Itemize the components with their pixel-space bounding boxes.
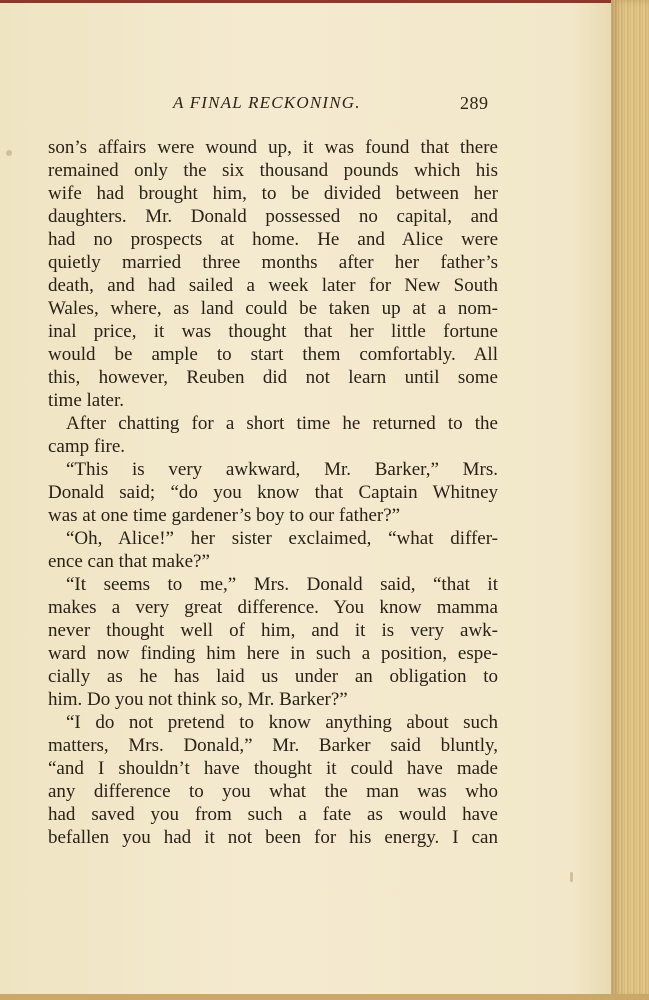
text-line: this, however, Reuben did not learn until some [48, 367, 498, 388]
text-line: Wales, where, as land could be taken up at a nom- [48, 298, 498, 319]
text-line: After chatting for a short time he returned to the [66, 413, 498, 434]
text-line: “This is very awkward, Mr. Barker,” Mrs. [66, 459, 498, 480]
text-line: inal price, it was thought that her little fortune [48, 321, 498, 342]
text-line: remained only the six thousand pounds which his [48, 160, 498, 181]
text-line: death, and had sailed a week later for New South [48, 275, 498, 296]
text-line: Donald said; “do you know that Captain Whitney [48, 482, 498, 503]
text-line: any difference to you what the man was who [48, 781, 498, 802]
page-bottom-edge [0, 994, 649, 1000]
paper-spot [6, 150, 12, 156]
text-line: matters, Mrs. Donald,” Mr. Barker said bluntly, [48, 735, 498, 756]
text-line: befallen you had it not been for his energy. I can [48, 827, 498, 848]
text-line: ence can that make?” [48, 551, 210, 572]
text-line: daughters. Mr. Donald possessed no capital, and [48, 206, 498, 227]
text-line: cially as he has laid us under an obligation to [48, 666, 498, 687]
text-line: time later. [48, 390, 124, 411]
text-line: “Oh, Alice!” her sister exclaimed, “what differ- [66, 528, 498, 549]
text-line: him. Do you not think so, Mr. Barker?” [48, 689, 348, 710]
text-line: “I do not pretend to know anything about such [66, 712, 498, 733]
text-line: makes a very great difference. You know mamma [48, 597, 498, 618]
paper-mark [570, 872, 573, 882]
text-line: camp fire. [48, 436, 126, 457]
text-line: “It seems to me,” Mrs. Donald said, “that it [66, 574, 498, 595]
text-line: “and I shouldn’t have thought it could have made [48, 758, 498, 779]
text-line: ward now finding him here in such a position, espe- [48, 643, 498, 664]
text-line: quietly married three months after her father’s [48, 252, 498, 273]
text-line: would be ample to start them comfortably. All [48, 344, 498, 365]
running-head: A FINAL RECKONING. [173, 93, 361, 112]
page-top-edge [0, 0, 649, 3]
text-line: never thought well of him, and it is very awk- [48, 620, 498, 641]
text-line: was at one time gardener’s boy to our father?” [48, 505, 401, 526]
body-text [48, 136, 498, 849]
book-fore-edge [611, 0, 649, 1000]
text-line: had no prospects at home. He and Alice were [48, 229, 498, 250]
text-line: had saved you from such a fate as would have [48, 804, 498, 825]
text-line: son’s affairs were wound up, it was found that there [48, 137, 498, 158]
page-number: 289 [460, 93, 489, 113]
text-line: wife had brought him, to be divided between her [48, 183, 498, 204]
